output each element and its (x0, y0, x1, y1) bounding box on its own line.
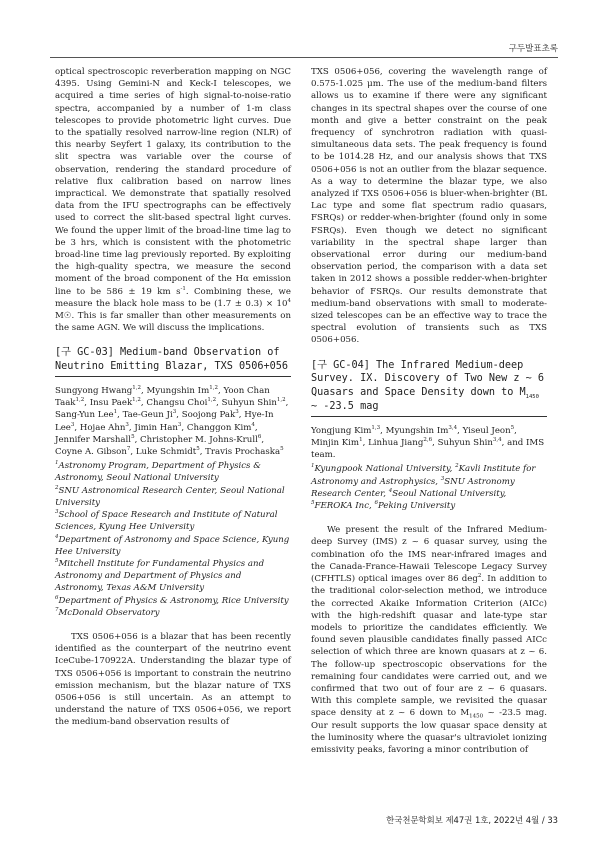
affiliation-text: McDonald Observatory (58, 607, 160, 618)
author-separator: , (457, 425, 463, 436)
author-list (55, 385, 291, 458)
author-separator: , (216, 398, 222, 409)
author-affiliation-mark: 6 (257, 434, 262, 441)
affiliation-text: Department of Physics & Astronomy, Rice University (58, 595, 289, 606)
continuation-text: optical spectroscopic reverberation mapping on NGC 4395. Using Gemini-N and Keck-I telescopes, we acquired a time series of high signal-to-noise-ratio spectra, accompanied by a number of 1-m class telescopes to provide photometric light curves. Due to the spatially resolved narrow-line region (NLR) of this nearby Seyfert 1 galaxy, its contribution to the slit spectra was variable over the course of observation, rendering the standard procedure of relative flux calibration based on narrow lines impractical. We demonstrate that spatially resolved data from the IFU spectrographs can be effectively used to correct the slit-based spectral light curves. We found the upper limit of the broad-line time lag to be 3 hrs, which is consistent with the photometric broad-line time lag previously reported. By exploiting the high-quality spectra, we measure the second moment of the broad component of the Hα emission line to be 586 ± 19 km s (55, 67, 291, 297)
author-affiliation-mark: 5 (131, 434, 135, 441)
author-name: Soojong Pak (181, 410, 236, 421)
author-name: Luke Schmidt (135, 447, 197, 458)
author-name: Hye-In Lee (55, 410, 274, 433)
author-affiliation-mark: 3,4 (448, 425, 458, 431)
continuation-text-2: . Combining these, we measure the black hole mass to be (1.7 ± 0.3) × 10 (55, 286, 292, 309)
affiliation-text: SNU Astronomy Research Center, (311, 476, 515, 499)
author-affiliation-mark: 3 (177, 421, 182, 428)
affiliation-number: 2 (455, 463, 459, 470)
superscript: 2 (477, 573, 482, 580)
author-affiliation-mark: 1,2 (209, 385, 218, 392)
affiliation-number: 5 (311, 500, 315, 507)
affiliation-number: 1 (311, 463, 315, 470)
exponent: -1 (180, 285, 186, 292)
author-name: Myungshin Im (146, 386, 210, 397)
author-affiliation-mark: 5 (196, 446, 200, 453)
author-name: IMS team. (311, 438, 545, 461)
author-separator: , (141, 386, 147, 397)
page-footer: 한국천문학회보 제47권 1호, 2022년 4월 / 33 (386, 815, 558, 825)
abstract-body-gc04 (311, 524, 547, 756)
affiliation-number: 7 (55, 606, 59, 613)
affiliation (55, 595, 291, 607)
author-name: Yiseul Jeon (462, 425, 511, 436)
title-part: ~ -23.5 mag (311, 401, 379, 413)
author-name: Coyne A. Gibson (55, 447, 127, 458)
affiliation-text: Astronomy Program, Department of Physics & Astronomy, Seoul National University (55, 461, 261, 484)
affiliation-text: Department of Astronomy and Space Science, Kyung Hee University (55, 534, 290, 557)
abstract-title-gc04 (311, 359, 547, 417)
author-separator: , (181, 422, 187, 433)
affiliation-number: 4 (388, 488, 393, 495)
author-name: Sang-Yun Lee (55, 410, 114, 421)
author-name: Suhyun Shin (221, 398, 277, 409)
affiliation-text: School of Space Research and Institute of Natural Sciences, Kyung Hee University (55, 510, 278, 533)
author-name: Sungyong Hwang (55, 386, 133, 397)
author-separator: , (514, 425, 517, 436)
author-separator: , (217, 386, 224, 397)
header-rule (50, 57, 558, 58)
affiliation (55, 558, 291, 595)
author-affiliation-mark: 3 (235, 409, 239, 416)
author-affiliation-mark: 5 (280, 446, 284, 453)
author-separator: , (74, 422, 80, 433)
author-separator: , (176, 410, 182, 421)
author-affiliation-mark: 1,2 (132, 385, 142, 392)
author-affiliation-mark: 1 (359, 437, 363, 444)
author-separator: , and (501, 438, 526, 449)
affiliation-list (55, 460, 291, 619)
affiliation-number: 3 (55, 509, 59, 516)
author-affiliation-mark: 2,6 (423, 437, 433, 444)
author-separator: , (432, 438, 438, 449)
affiliation-number: 5 (55, 558, 59, 565)
affiliation-text: FEROKA Inc, (314, 501, 375, 512)
right-column (311, 66, 547, 756)
affiliation-number: 2 (55, 484, 59, 491)
author-name: Insu Paek (89, 398, 133, 409)
affiliation (55, 460, 291, 484)
author-name: Minjin Kim (311, 438, 360, 449)
title-part: [구 GC-04] The Infrared Medium-deep Survey. IX. Discovery of Two New z ~ 6 Quasars and Space Density down to M (311, 359, 545, 399)
author-affiliation-mark: 1,3 (371, 425, 381, 431)
affiliation-number: 4 (55, 533, 59, 540)
affiliation-number: 1 (55, 460, 59, 467)
abstract-text: We present the result of the Infrared Medium-deep Survey (IMS) z ~ 6 quasar survey, using the combination ofo the IMS near-infrared images and the Canada-France-Hawaii Telescope Legacy Survey (CFHTLS) optical images over 86 deg (311, 525, 547, 585)
author-affiliation-mark: 1,2 (75, 397, 85, 404)
author-list (311, 425, 547, 462)
author-name: Christopher M. Johns-Krull (140, 434, 258, 445)
author-name: Jimin Han (134, 422, 178, 433)
author-name: Yoon Chan Taak (55, 386, 270, 409)
author-affiliation-mark: 3,4 (492, 437, 502, 444)
continuation-text-3: M☉. This is far smaller than other measurements on the same AGN. We will discuss the implications. (55, 311, 291, 334)
author-name: Suhyun Shin (437, 438, 493, 449)
author-affiliation-mark: 1 (113, 409, 118, 416)
affiliation-text: Peking University (377, 501, 456, 512)
author-affiliation-mark: 3 (172, 409, 177, 416)
subscript: 1450 (469, 714, 484, 721)
exponent: 4 (287, 298, 291, 304)
author-name: Linhua Jiang (368, 438, 424, 449)
author-name: Tae-Geun Ji (122, 410, 173, 421)
abstract-title-gc03: [구 GC-03] Medium-band Observation of Neutrino Emitting Blazar, TXS 0506+056 (55, 346, 291, 377)
author-name: Travis Prochaska (205, 447, 281, 458)
affiliation-list (311, 463, 547, 512)
affiliation (55, 485, 291, 509)
author-affiliation-mark: 5 (510, 425, 515, 431)
affiliation-text: Kavli Institute for Astronomy and Astrophysics, (311, 464, 536, 487)
author-separator: , (134, 434, 141, 445)
affiliation-text: Kyungpook National University, (314, 464, 456, 475)
author-affiliation-mark: 1,2 (276, 397, 286, 404)
affiliation-text: Mitchell Institute for Fundamental Physics and Astronomy and Department of Physics and Astronomy, Texas A&M University (55, 558, 265, 594)
author-affiliation-mark: 3 (70, 421, 75, 428)
author-name: Myungshin Im (385, 425, 449, 436)
author-separator: , (140, 398, 147, 409)
author-name: Hojae Ahn (79, 422, 126, 433)
author-separator: , (362, 438, 369, 449)
author-affiliation-mark: 3 (125, 421, 129, 428)
abstract-text: ~ -23.5 mag. Our result supports the low quasar space density at the luminosity where the quasar's ultraviolet ionizing emissivity peaks, favoring a minor contribution of (311, 708, 547, 755)
affiliation-number: 3 (440, 475, 445, 482)
gc03-abstract-continuation: TXS 0506+056, covering the wavelength range of 0.575-1.025 μm. The use of the medium-band filters allows us to examine if there were any significant changes in its spectral shapes over the course of one month and give a better constraint on the peak frequency of synchrotron radiation with quasi-simultaneous data sets. The peak frequency is found to be 1014.28 Hz, and our analysis shows that TXS 0506+056 is not an outlier from the blazar sequence. As a way to determine the blazar type, we also analyzed if TXS 0506+056 is bluer-when-brighter (BL Lac type and some flat spectrum radio quasars, FSRQs) or redder-when-brighter (found only in some FSRQs). Even though we detect no significant variability in the spectral shape larger than observational error during our medium-band observation period, the comparison with a data set taken in 2012 shows a possible redder-when-brighter behavior of FSRQs. Our results demonstrate that medium-band observations with small to moderate-sized telescopes can be an effective way to trace the spectral evolution of transients such as TXS 0506+056. (311, 67, 547, 346)
author-separator: , (261, 434, 265, 445)
abstract-body-gc03: TXS 0506+056 is a blazar that has been recently identified as the counterpart of the neutrino event IceCube-170922A. Understanding the blazar type of TXS 0506+056 is important to constrain the neutrino emission mechanism, but the blazar nature of TXS 0506+056 is still uncertain. As an attempt to understand the nature of TXS 0506+056, we report the medium-band observation results of (55, 631, 291, 728)
affiliation (55, 509, 291, 533)
author-separator: , (84, 398, 90, 409)
author-affiliation-mark: 1,2 (132, 397, 141, 404)
abstract-text: . In addition to the traditional color-selection method, we introduce the corrected Akaike Information Criterion (AICc) with the high-redshift quasar and late-type star models to prioritize the candidates efficiently. We found seven plausible candidates finally passed AICc selection of which three are known quasars at z ~ 6. The follow-up spectroscopic observations for the remaining four candidates were carried out, and we confirmed that two out of four are z ~ 6 quasars. With this complete sample, we revisited the quasar space density at z ~ 6 down to M (311, 574, 547, 719)
author-affiliation-mark: 1,2 (207, 397, 217, 404)
author-separator: , (117, 410, 123, 421)
author-name: Changgon Kim (186, 422, 252, 433)
left-column (55, 66, 291, 729)
author-separator: , (128, 422, 135, 433)
author-affiliation-mark: 4 (251, 421, 255, 428)
author-affiliation-mark: 7 (126, 446, 131, 453)
author-name: Yongjung Kim (311, 425, 372, 436)
affiliation (55, 607, 291, 619)
affiliation-number: 6 (55, 594, 59, 601)
author-separator: , (199, 447, 206, 458)
affiliation-text: SNU Astronomical Research Center, Seoul National University (55, 485, 285, 508)
previous-abstract-continuation (55, 66, 291, 334)
running-header: 구두발표초록 (508, 44, 558, 54)
author-separator: , (380, 425, 386, 436)
affiliation (55, 534, 291, 558)
affiliation-text: Seoul National University, (392, 488, 507, 499)
title-subscript: 1450 (525, 394, 539, 401)
author-separator: , (254, 422, 258, 433)
author-separator: , (285, 398, 289, 409)
author-name: Changsu Choi (146, 398, 208, 409)
author-separator: , (238, 410, 245, 421)
author-separator: , (130, 447, 136, 458)
affiliation-number: 6 (374, 500, 378, 507)
author-name: Jennifer Marshall (55, 434, 132, 445)
